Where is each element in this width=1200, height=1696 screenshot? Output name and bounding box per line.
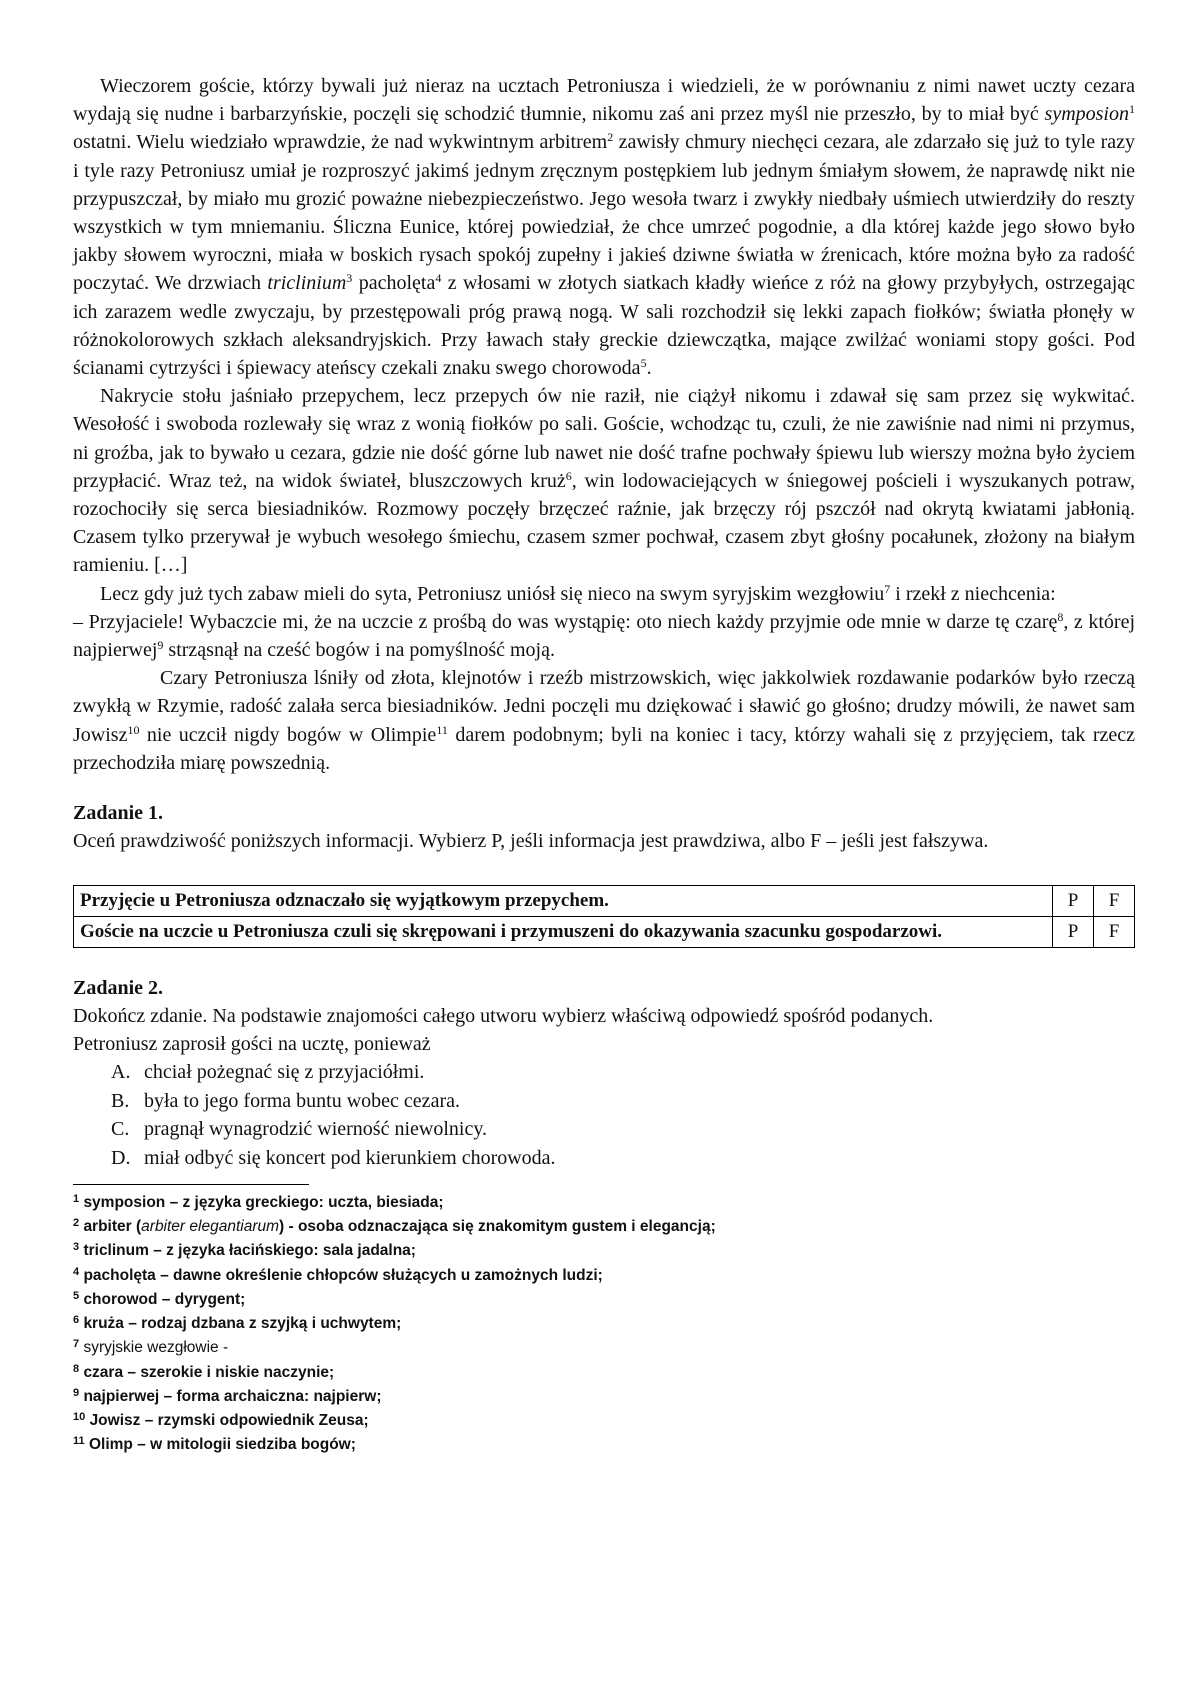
footnote-6 (73, 1312, 1135, 1336)
footnote-number: 9 (73, 1386, 80, 1399)
footnote-ref: 7 (884, 581, 891, 596)
footnote-5 (73, 1288, 1135, 1312)
true-false-table (73, 885, 1135, 948)
footnote-text: czara – szerokie i niskie naczynie; (83, 1363, 335, 1381)
excerpt-paragraph-2 (73, 382, 1135, 579)
footnote-italic-term: arbiter elegantiarum (141, 1218, 280, 1236)
option-letter: C. (111, 1118, 130, 1141)
text-run: – Przyjaciele! Wybaczcie mi, że na uczcie z prośbą do was wystąpię: oto niech każdy przyjmie ode mnie w darze tę czarę (73, 610, 1058, 633)
option-letter: D. (111, 1146, 131, 1169)
footnote-number: 2 (73, 1217, 80, 1230)
footnote-ref: 10 (127, 722, 140, 737)
footnote-7 (73, 1336, 1135, 1360)
text-run: nie uczcił nigdy bogów w Olimpie (139, 723, 437, 746)
text-run: darem podobnym; byli na koniec i tacy, którzy wahali się z przyjęciem, tak rzecz przechodziła miarę powszednią. (73, 723, 1136, 774)
footnote-number: 8 (73, 1362, 80, 1375)
table-row (74, 917, 1135, 948)
answer-false-1[interactable]: F (1094, 886, 1135, 917)
text-run: i rzekł z niechcenia: (890, 582, 1056, 605)
footnote-number: 3 (73, 1241, 80, 1254)
option-a[interactable] (111, 1058, 1135, 1087)
footnote-11 (73, 1433, 1135, 1457)
text-run: pacholęta (352, 272, 436, 295)
footnote-2 (73, 1215, 1135, 1239)
footnote-text: symposion – z języka greckiego: uczta, biesiada; (83, 1194, 444, 1212)
text-run: strząsnął na cześć bogów i na pomyślność moją. (163, 639, 555, 662)
footnote-separator (73, 1184, 309, 1185)
task-1 (73, 799, 1135, 855)
footnote-ref: 5 (640, 356, 647, 371)
term-symposion: symposion (1044, 103, 1129, 126)
literary-excerpt (73, 72, 1135, 777)
footnote-text: arbiter ( (83, 1218, 142, 1236)
footnote-text: najpierwej – forma archaiczna: najpierw; (83, 1387, 382, 1405)
text-run: Nakrycie stołu jaśniało przepychem, lecz przepych ów nie raził, nie ciążył nikomu i zdawał się sam przez się wykwitać. Wesołość i swoboda rozlewały się wraz z wonią fiołków po sali. Goście, wchodząc tu, czuli, że nie zawiśnie nad nimi ni przymus, ni groźba, jak to bywało u cezara, gdzie nie dość górne lub nawet nie dość trafne pochwały śpiewu lub wierszy można było życiem przypłacić. Wraz też, na widok świateł, bluszczowych kruż (73, 385, 1135, 492)
footnote-text: triclinum – z języka łacińskiego: sala jadalna; (83, 1242, 416, 1260)
task-2-title: Zadanie 2. (73, 977, 164, 1000)
text-run: ostatni. Wielu wiedziało wprawdzie, że nad wykwintnym arbitrem (73, 131, 608, 154)
answer-true-1[interactable]: P (1053, 886, 1094, 917)
text-run: Czary Petroniusza lśniły od złota, klejnotów i rzeźb mistrzowskich, więc jakkolwiek rozdawanie podarków było rzeczą zwykłą w Rzymie, radość zalała serca biesiadników. Jedni poczęli mu dziękować i sławić go głośno; drudzy mówili, że nawet sam Jowisz (73, 667, 1135, 746)
excerpt-dialogue (73, 608, 1135, 664)
term-triclinium: triclinium (267, 272, 347, 295)
option-c[interactable] (111, 1115, 1135, 1144)
footnote-text: syryjskie wezgłowie - (83, 1339, 229, 1357)
exam-page (73, 72, 1135, 1457)
footnote-4 (73, 1264, 1135, 1288)
text-run: Wieczorem goście, którzy bywali już nieraz na ucztach Petroniusza i wiedzieli, że w porównaniu z nimi nawet uczty cezara wydają się nudne i barbarzyńskie, poczęli się schodzić tłumnie, nikomu zaś ani przez myśl nie przeszło, by to miał być (73, 75, 1135, 126)
excerpt-paragraph-5 (73, 664, 1135, 777)
option-text: pragnął wynagrodzić wierność niewolnicy. (144, 1118, 488, 1141)
footnote-8 (73, 1361, 1135, 1385)
answer-true-2[interactable]: P (1053, 917, 1094, 948)
footnote-number: 4 (73, 1265, 80, 1278)
footnote-3 (73, 1239, 1135, 1263)
text-run: Lecz gdy już tych zabaw mieli do syta, Petroniusz uniósł się nieco na swym syryjskim wezgłowiu (100, 582, 885, 605)
footnote-text: Olimp – w mitologii siedziba bogów; (88, 1436, 356, 1454)
option-b[interactable] (111, 1087, 1135, 1116)
footnote-9 (73, 1385, 1135, 1409)
footnote-number: 1 (73, 1193, 80, 1206)
footnote-text: Jowisz – rzymski odpowiednik Zeusa; (89, 1411, 369, 1429)
footnote-text: chorowod – dyrygent; (83, 1290, 246, 1308)
table-row (74, 886, 1135, 917)
footnote-ref: 8 (1057, 609, 1064, 624)
footnote-ref: 3 (346, 271, 353, 286)
statement-2: Goście na uczcie u Petroniusza czuli się skrępowani i przymuszeni do okazywania szacunku gospodarzowi. (74, 917, 1053, 948)
footnote-number: 7 (73, 1338, 80, 1351)
footnote-text: pacholęta – dawne określenie chłopców służących u zamożnych ludzi; (83, 1266, 603, 1284)
option-text: była to jego forma buntu wobec cezara. (144, 1089, 460, 1112)
answer-options (73, 1058, 1135, 1172)
footnote-ref: 4 (435, 271, 442, 286)
text-run: . (646, 357, 652, 380)
option-letter: B. (111, 1089, 130, 1112)
option-text: chciał pożegnać się z przyjaciółmi. (144, 1061, 425, 1084)
footnote-number: 10 (73, 1410, 86, 1423)
option-d[interactable] (111, 1144, 1135, 1173)
footnotes (73, 1191, 1135, 1457)
footnote-ref: 6 (565, 468, 572, 483)
footnote-ref: 1 (1129, 102, 1135, 117)
footnote-number: 11 (73, 1435, 85, 1448)
footnote-text: ) - osoba odznaczająca się znakomitym gustem i elegancją; (279, 1218, 716, 1236)
footnote-text: kruża – rodzaj dzbana z szyjką i uchwytem; (83, 1315, 402, 1333)
excerpt-paragraph-1 (73, 72, 1135, 382)
footnote-ref: 9 (157, 638, 164, 653)
statement-1: Przyjęcie u Petroniusza odznaczało się wyjątkowym przepychem. (74, 886, 1053, 917)
text-run: , win lodowaciejących w śniegowej pościeli i wyszukanych potraw, rozochociły się serca biesiadników. Rozmowy poczęły brzęczeć raźnie, jak brzęczy rój pszczół nad okrytą kwiatami jabłonią. Czasem tylko przerywał je wybuch wesołego śmiechu, czasem szmer pochwał, czasem zbyt głośny pocałunek, złożony na białym ramieniu. […] (73, 469, 1135, 577)
excerpt-paragraph-3 (73, 580, 1135, 608)
text-run: , z której najpierwej (73, 610, 1136, 662)
footnote-ref: 11 (436, 722, 448, 737)
option-text: miał odbyć się koncert pod kierunkiem chorowoda. (144, 1146, 556, 1169)
answer-false-2[interactable]: F (1094, 917, 1135, 948)
task-1-instruction: Oceń prawdziwość poniższych informacji. Wybierz P, jeśli informacja jest prawdziwa, albo F – jeśli jest fałszywa. (73, 830, 989, 853)
option-letter: A. (111, 1061, 131, 1084)
footnote-number: 6 (73, 1314, 80, 1327)
text-run: zawisły chmury niechęci cezara, ale zdarzało się już to tyle razy i tyle razy Petroniusz umiał je rozproszyć jakimś jednym zręcznym postępkiem lub jednym śmiałym słowem, że naprawdę nikt nie przypuszczał, by miało mu grozić poważne niebezpieczeństwo. Jego wesoła twarz i zwykły niedbały uśmiech utwierdziły do reszty wszystkich w tym mniemaniu. Śliczna Eunice, której powiedział, że chce umrzeć pogodnie, a dla której każde jego słowo było jakby słowem wyroczni, miała w boskich rysach spokój zupełny i jakieś dziwne światła w źrenicach, które można było za radość poczytać. We drzwiach (73, 131, 1135, 295)
task-2 (73, 974, 1135, 1172)
task-2-stem: Petroniusz zaprosił gości na ucztę, ponieważ (73, 1033, 431, 1056)
task-2-instruction: Dokończ zdanie. Na podstawie znajomości całego utworu wybierz właściwą odpowiedź spośród podanych. (73, 1005, 934, 1028)
footnote-1 (73, 1191, 1135, 1215)
footnote-number: 5 (73, 1289, 80, 1302)
text-run: z włosami w złotych siatkach kładły wieńce z róż na głowy przybyłych, ostrzegając ich zarazem wedle zwyczaju, by przestępowali próg prawą nogą. W sali rozchodził się lekki zapach fiołków; światła płonęły w różnokolorowych szkłach aleksandryjskich. Przy ławach stały greckie dziewczątka, mające zwilżać woniami stopy gości. Pod ścianami cytrzyści i śpiewacy ateńscy czekali znaku swego chorowoda (73, 272, 1136, 380)
footnote-ref: 2 (607, 130, 614, 145)
task-1-title: Zadanie 1. (73, 802, 164, 825)
footnote-10 (73, 1409, 1135, 1433)
